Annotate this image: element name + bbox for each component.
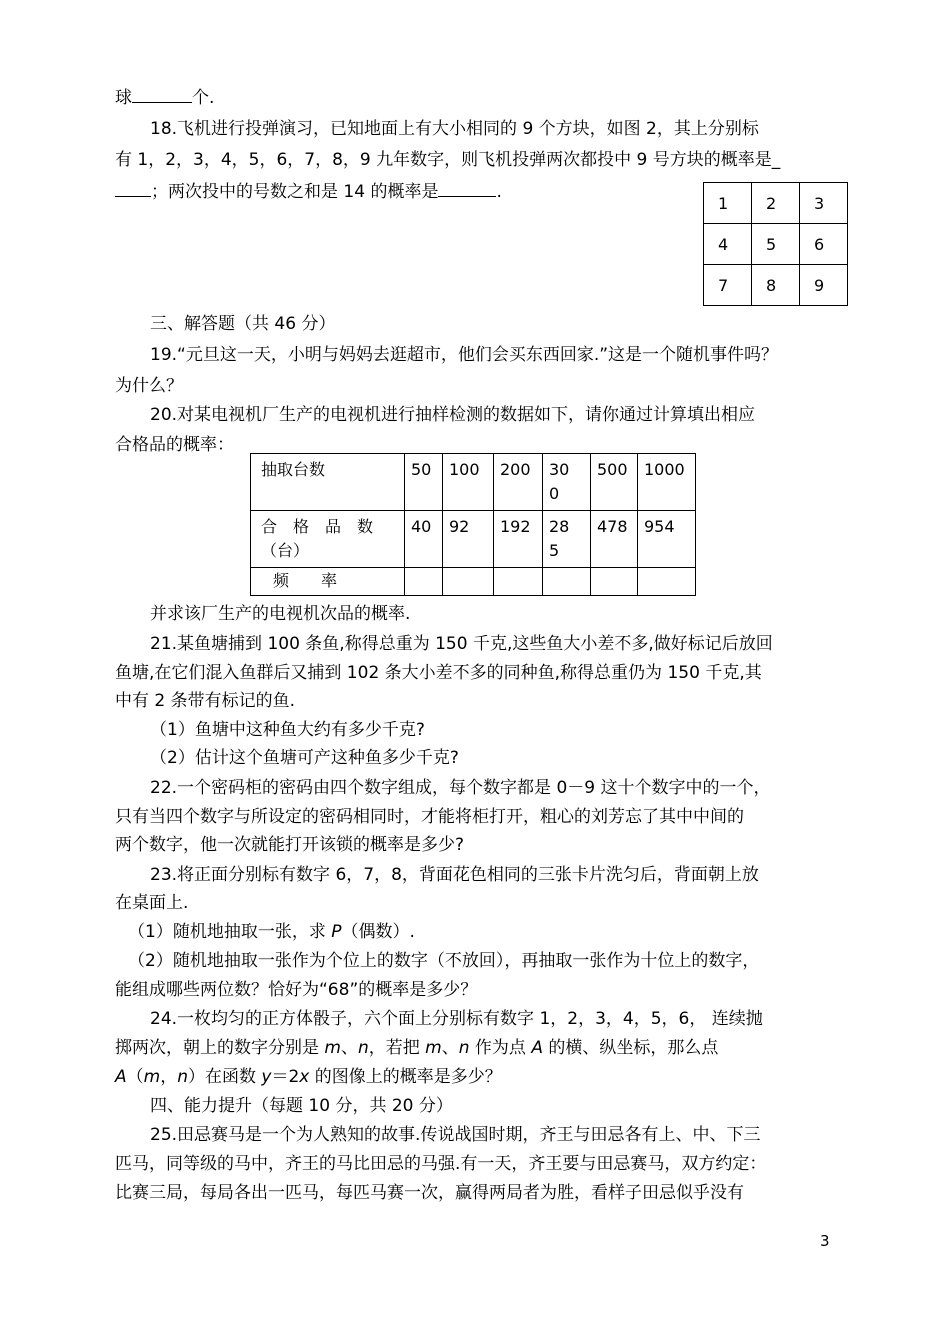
q21-line3: 中有 2 条带有标记的鱼.: [115, 691, 296, 711]
table-cell: 28 5: [543, 511, 591, 568]
table-cell: [638, 568, 696, 596]
table-cell: 40: [405, 511, 443, 568]
grid-cell: 5: [752, 224, 800, 265]
table-cell: [591, 568, 638, 596]
table-cell: [494, 568, 543, 596]
table-cell: 478: [591, 511, 638, 568]
q23-sub1: （1）随机地抽取一张，求 P（偶数）.: [128, 922, 415, 942]
grid-cell: 4: [704, 224, 752, 265]
q17-tail: 球 个.: [115, 88, 215, 108]
q18-line3: ；两次投中的号数之和是 14 的概率是 .: [115, 180, 502, 203]
table-cell: [405, 568, 443, 596]
answer-blank: [438, 180, 496, 197]
table-header-cell: 合 格 品 数 （台）: [251, 511, 405, 568]
grid-cell: 6: [800, 224, 848, 265]
q23-line2: 在桌面上.: [115, 893, 189, 913]
table-cell: 50: [405, 454, 443, 511]
table-cell: [443, 568, 494, 596]
q20-line1: 20.对某电视机厂生产的电视机进行抽样检测的数据如下，请你通过计算填出相应: [150, 405, 756, 425]
q23-sub2b: 能组成哪些两位数？恰好为“68”的概率是多少？: [115, 980, 478, 1000]
q25-line2: 匹马，同等级的马中，齐王的马比田忌的马强.有一天，齐王要与田忌赛马，双方约定：: [115, 1154, 767, 1174]
table-cell: 192: [494, 511, 543, 568]
q23-sub2: （2）随机地抽取一张作为个位上的数字（不放回），再抽取一张作为十位上的数字，: [128, 951, 760, 971]
q24-line1: 24.一枚均匀的正方体骰子，六个面上分别标有数字 1，2，3，4，5，6， 连续抛: [150, 1009, 763, 1029]
table-cell: 100: [443, 454, 494, 511]
section-heading-3: 三、解答题（共 46 分）: [150, 314, 336, 334]
q20-after: 并求该厂生产的电视机次品的概率.: [150, 604, 411, 624]
q19-line2: 为什么？: [115, 376, 183, 396]
table-cell: 954: [638, 511, 696, 568]
answer-blank: [115, 180, 151, 197]
q20-line2: 合格品的概率：: [115, 435, 234, 455]
q22-line3: 两个数字，他一次就能打开该锁的概率是多少?: [115, 835, 465, 855]
table-cell: 200: [494, 454, 543, 511]
q22-line2: 只有当四个数字与所设定的密码相同时，才能将柜打开，粗心的刘芳忘了其中中间的: [115, 807, 744, 827]
q21-line2: 鱼塘,在它们混入鱼群后又捕到 102 条大小差不多的同种鱼,称得总重仍为 150 千克,其: [115, 663, 762, 683]
grid-cell: 1: [704, 183, 752, 224]
table-cell: 1000: [638, 454, 696, 511]
q24-line3: A（m，n）在函数 y＝2x 的图像上的概率是多少？: [115, 1067, 502, 1087]
q25-line3: 比赛三局，每局各出一匹马，每匹马赛一次，赢得两局者为胜，看样子田忌似乎没有: [115, 1183, 744, 1203]
q25-line1: 25.田忌赛马是一个为人熟知的故事.传说战国时期，齐王与田忌各有上、中、下三: [150, 1125, 761, 1145]
answer-blank: [132, 86, 192, 103]
q21-line1: 21.某鱼塘捕到 100 条鱼,称得总重为 150 千克,这些鱼大小差不多,做好标记后放回: [150, 634, 773, 654]
number-grid-figure: [703, 182, 848, 306]
q21-sub1: （1）鱼塘中这种鱼大约有多少千克?: [150, 720, 425, 740]
page-number: 3: [820, 1232, 830, 1250]
q18-line2: 有 1，2，3，4，5，6，7，8，9 九年数字，则飞机投弹两次都投中 9 号方块的概率是_: [115, 150, 781, 170]
table-cell: 500: [591, 454, 638, 511]
sampling-table: [250, 453, 696, 596]
q24-line2: 掷两次，朝上的数字分别是 m、n，若把 m、n 作为点 A 的横、纵坐标，那么点: [115, 1038, 719, 1058]
grid-cell: 9: [800, 265, 848, 306]
section-heading-4: 四、能力提升（每题 10 分，共 20 分）: [150, 1096, 453, 1116]
q21-sub2: （2）估计这个鱼塘可产这种鱼多少千克?: [150, 748, 459, 768]
grid-cell: 7: [704, 265, 752, 306]
table-header-cell: 频 率: [251, 568, 405, 596]
grid-cell: 3: [800, 183, 848, 224]
table-header-cell: 抽取台数: [251, 454, 405, 511]
table-cell: 92: [443, 511, 494, 568]
grid-cell: 2: [752, 183, 800, 224]
grid-cell: 8: [752, 265, 800, 306]
table-cell: [543, 568, 591, 596]
table-cell: 30 0: [543, 454, 591, 511]
q23-line1: 23.将正面分别标有数字 6，7，8，背面花色相同的三张卡片洗匀后，背面朝上放: [150, 865, 759, 885]
q18-line1: 18.飞机进行投弹演习，已知地面上有大小相同的 9 个方块，如图 2，其上分别标: [150, 119, 759, 139]
q22-line1: 22.一个密码柜的密码由四个数字组成，每个数字都是 0－9 这十个数字中的一个，: [150, 778, 771, 798]
q19-line1: 19.“元旦这一天，小明与妈妈去逛超市，他们会买东西回家.”这是一个随机事件吗？: [150, 345, 779, 365]
